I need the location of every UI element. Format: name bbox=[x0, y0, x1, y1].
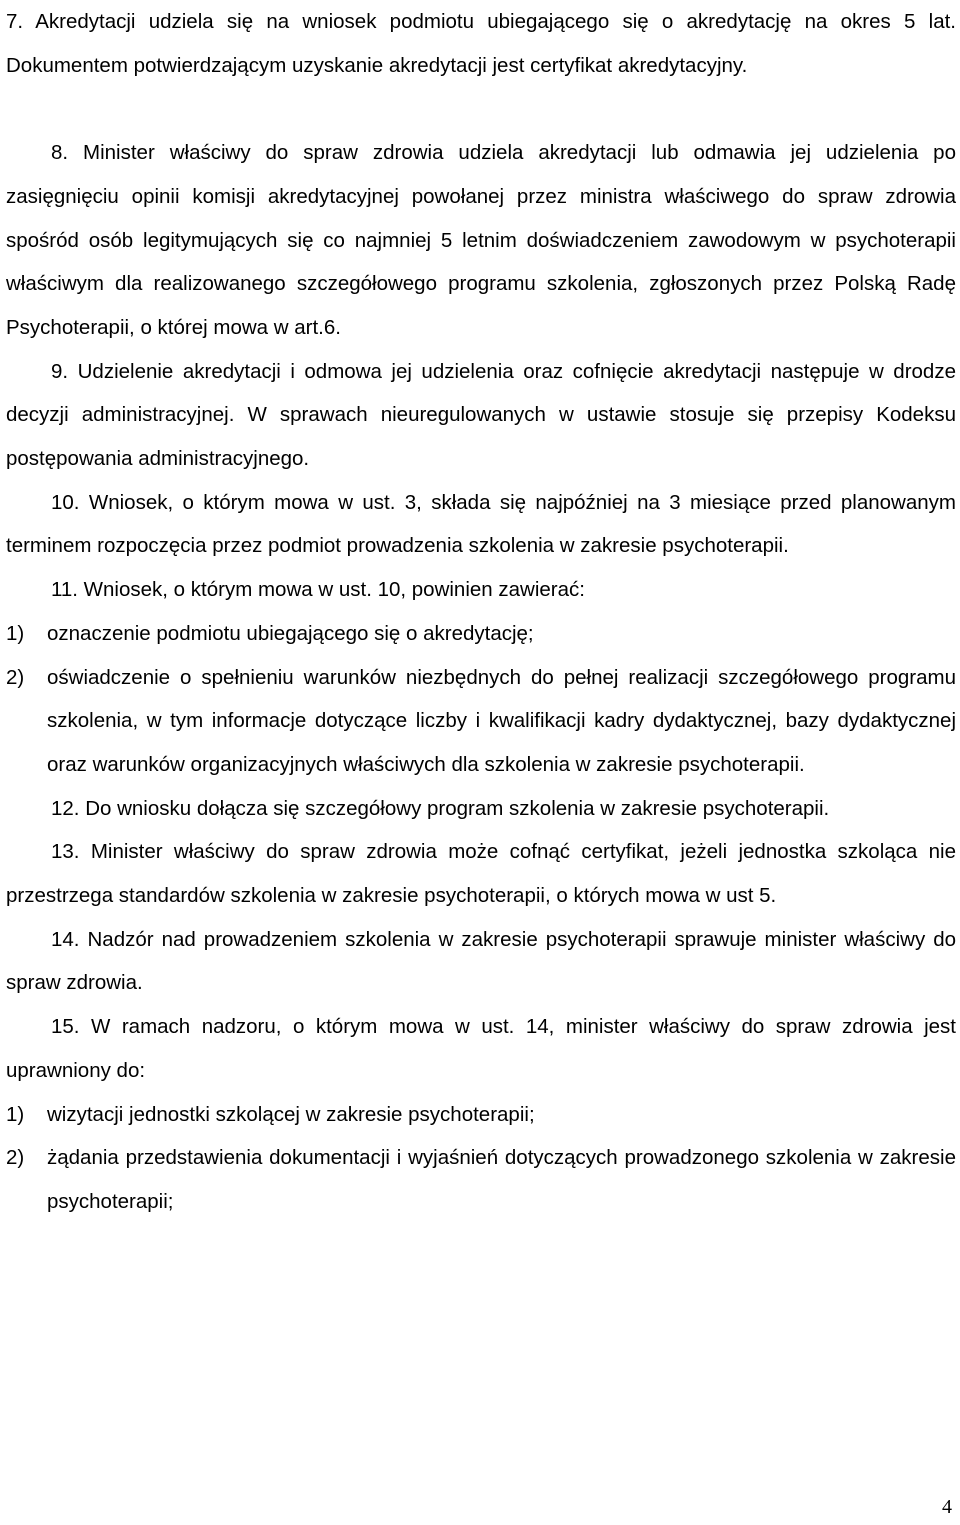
paragraph-7: 7. Akredytacji udziela się na wniosek podmiotu ubiegającego się o akredytację na okres 5 lat. Dokumentem potwierdzającym uzyskanie akredytacji jest certyfikat akredytacyjny. bbox=[6, 10, 956, 77]
paragraph-15: 15. W ramach nadzoru, o którym mowa w ust. 14, minister właściwy do spraw zdrowia jest uprawniony do: bbox=[6, 1015, 956, 1082]
list-item bbox=[6, 1093, 956, 1137]
list-item-number: 2) bbox=[6, 1146, 25, 1170]
list-item bbox=[6, 1136, 956, 1223]
list-item bbox=[6, 656, 956, 787]
list-item bbox=[6, 612, 956, 656]
paragraph-9: 9. Udzielenie akredytacji i odmowa jej udzielenia oraz cofnięcie akredytacji następuje w drodze decyzji administracyjnej. W sprawach nieuregulowanych w ustawie stosuje się przepisy Kodeksu postępowania administracyjnego. bbox=[6, 359, 956, 471]
list-item-text: wizytacji jednostki szkolącej w zakresie psychoterapii; bbox=[47, 1102, 535, 1126]
list-item-number: 1) bbox=[6, 1102, 25, 1126]
paragraph-8: 8. Minister właściwy do spraw zdrowia udziela akredytacji lub odmawia jej udzielenia po zasięgnięciu opinii komisji akredytacyjnej powołanej przez ministra właściwego do spraw zdrowia spośród osób legitymujących się co najmniej 5 letnim doświadczeniem zawodowym w psychoterapii właściwym dla realizowanego szczegółowego programu szkolenia, zgłoszonych przez Polską Radę Psychoterapii, o której mowa w art.6. bbox=[6, 141, 956, 339]
paragraph-10: 10. Wniosek, o którym mowa w ust. 3, składa się najpóźniej na 3 miesiące przed planowanym terminem rozpoczęcia przez podmiot prowadzenia szkolenia w zakresie psychoterapii. bbox=[6, 490, 956, 558]
paragraph-11: 11. Wniosek, o którym mowa w ust. 10, powinien zawierać: bbox=[51, 578, 585, 602]
list-item-number: 1) bbox=[6, 621, 25, 645]
list-item-text: oznaczenie podmiotu ubiegającego się o akredytację; bbox=[47, 621, 534, 645]
document-page bbox=[6, 0, 956, 1224]
list-item-text: żądania przedstawienia dokumentacji i wyjaśnień dotyczących prowadzonego szkolenia w zakresie psychoterapii; bbox=[47, 1146, 956, 1213]
paragraph-12: 12. Do wniosku dołącza się szczegółowy program szkolenia w zakresie psychoterapii. bbox=[51, 796, 830, 820]
list-item-text: oświadczenie o spełnieniu warunków niezbędnych do pełnej realizacji szczegółowego programu szkolenia, w tym informacje dotyczące liczby i kwalifikacji kadry dydaktycznej, bazy dydaktycznej oraz warunków organizacyjnych właściwych dla szkolenia w zakresie psychoterapii. bbox=[47, 665, 956, 776]
list-item-number: 2) bbox=[6, 665, 25, 689]
paragraph-14: 14. Nadzór nad prowadzeniem szkolenia w zakresie psychoterapii sprawuje minister właściwy do spraw zdrowia. bbox=[6, 927, 956, 995]
page-number: 4 bbox=[942, 1496, 952, 1518]
paragraph-13: 13. Minister właściwy do spraw zdrowia może cofnąć certyfikat, jeżeli jednostka szkoląca nie przestrzega standardów szkolenia w zakresie psychoterapii, o których mowa w ust 5. bbox=[6, 840, 956, 908]
